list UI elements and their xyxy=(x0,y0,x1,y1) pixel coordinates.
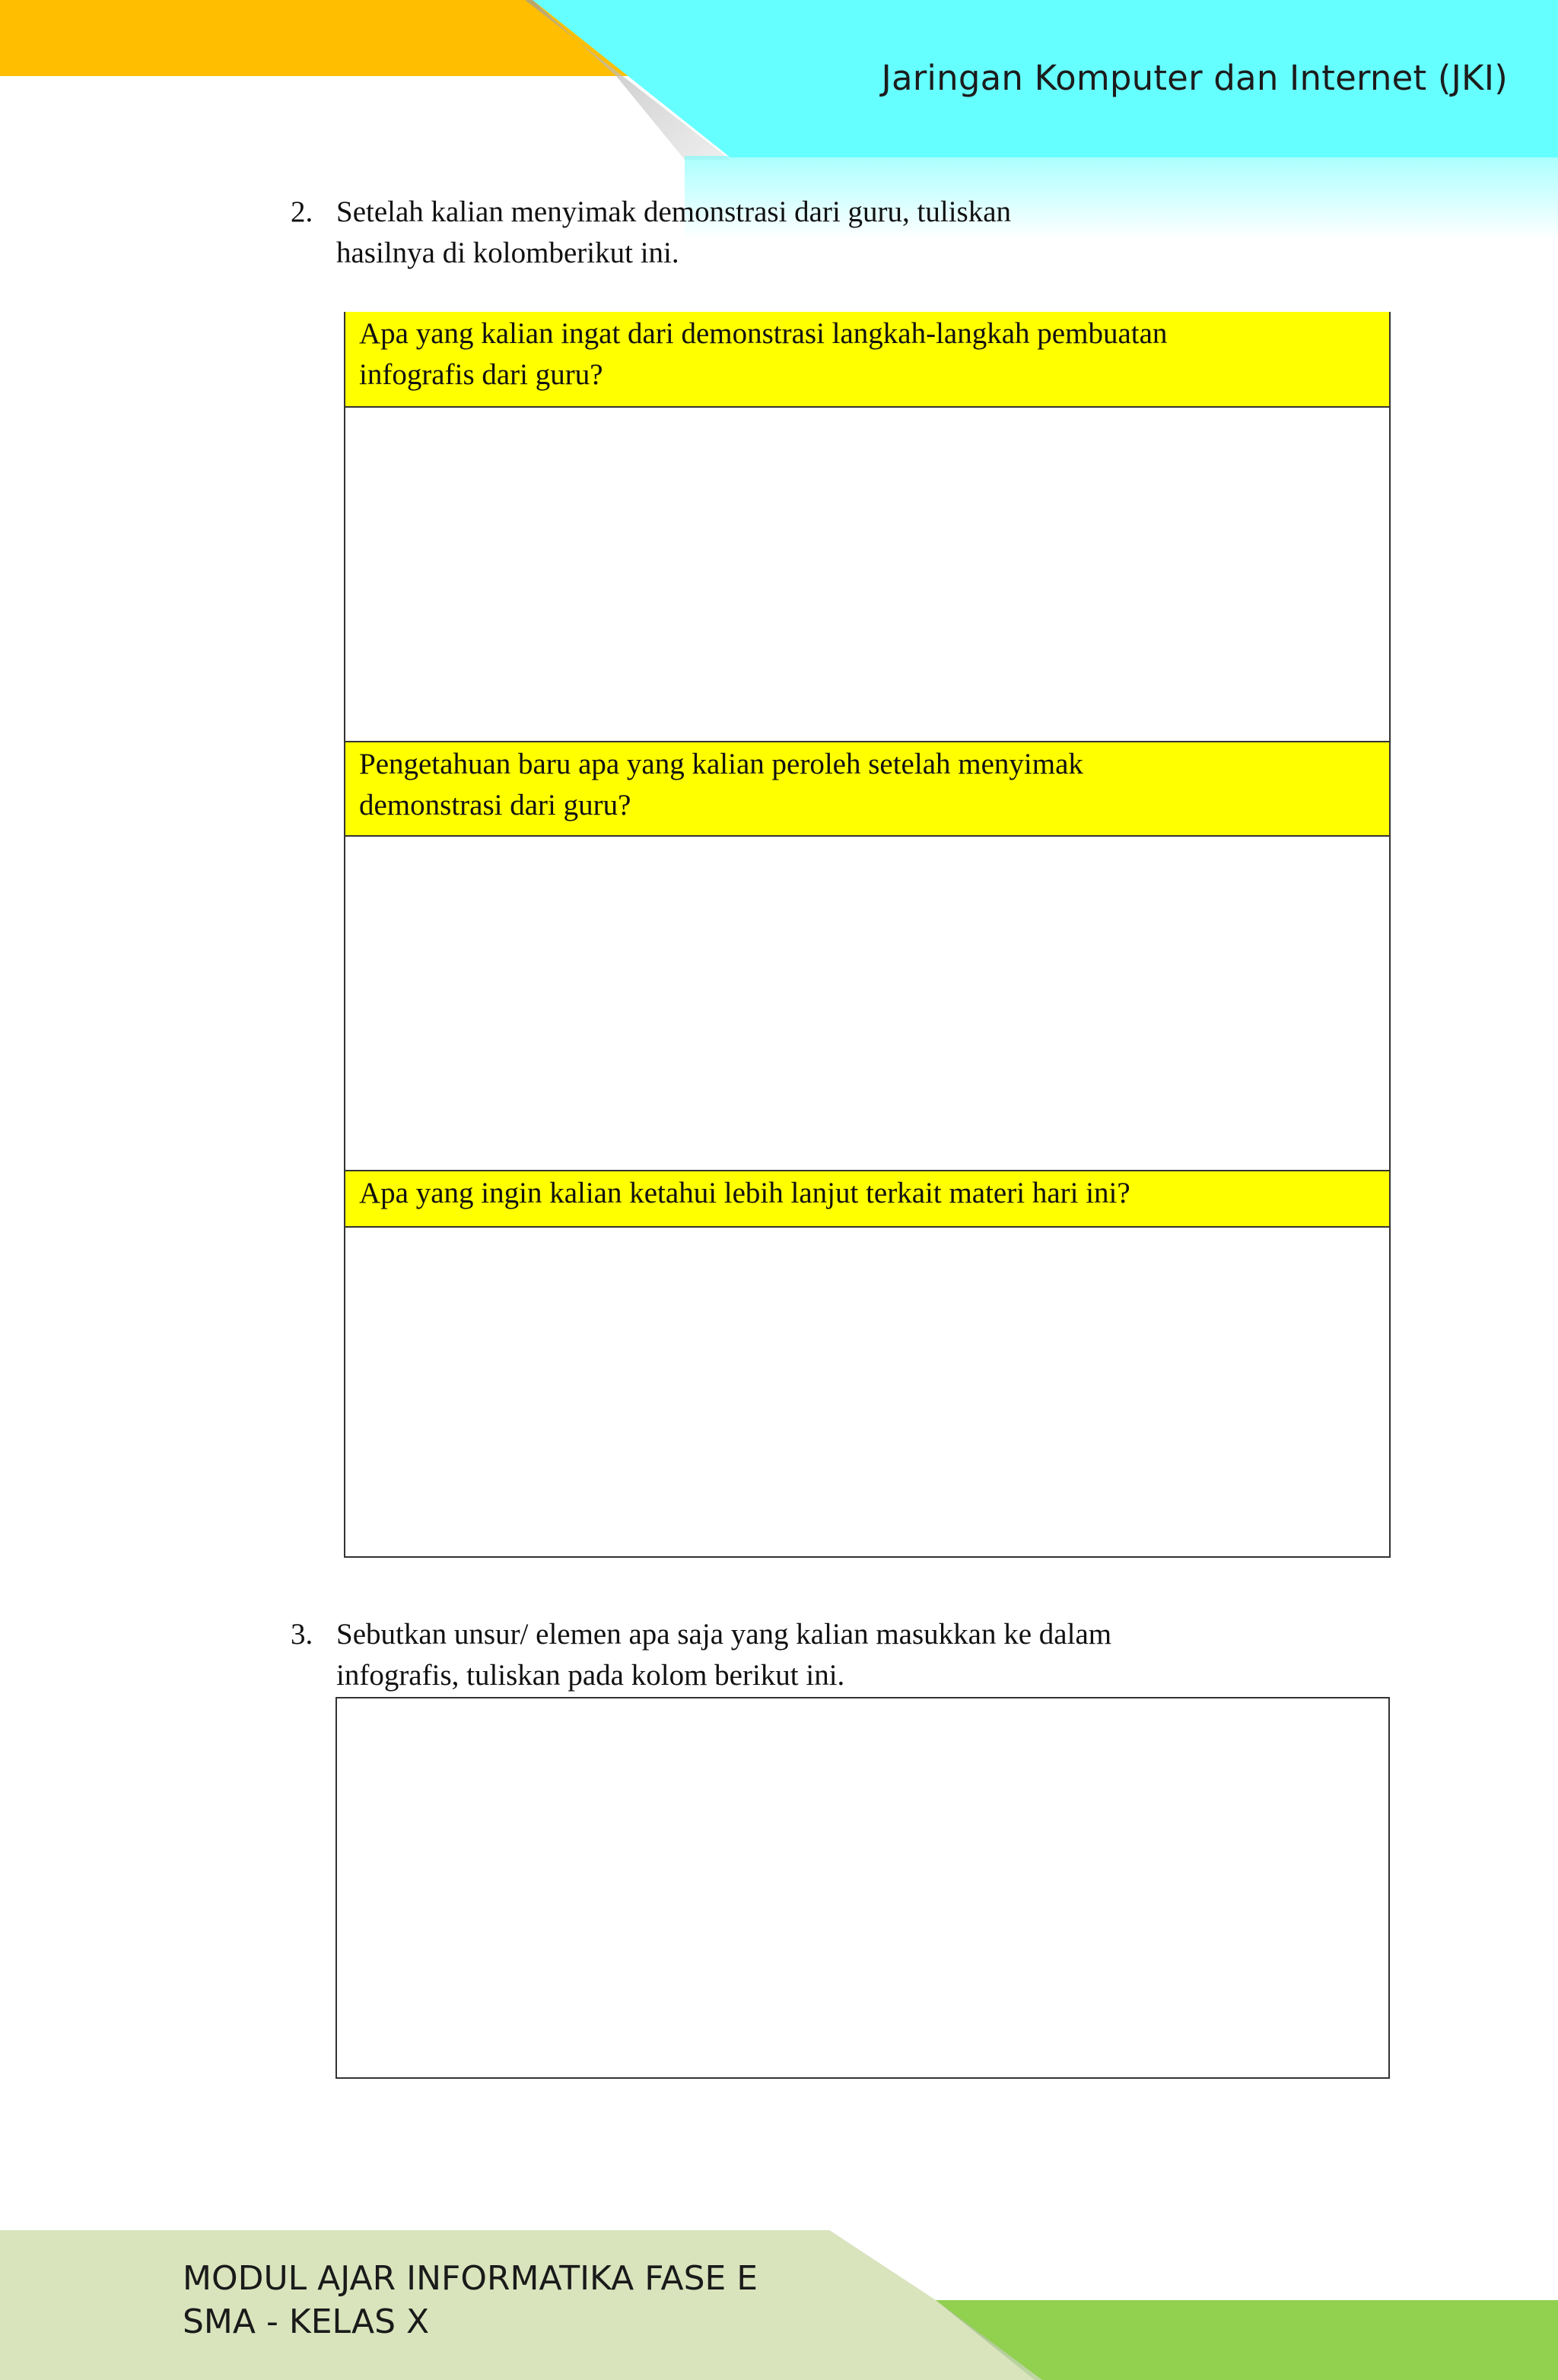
question-3-number: 3. xyxy=(291,1618,313,1651)
question-2-number: 2. xyxy=(291,195,313,228)
table-row-header-1 xyxy=(345,312,1389,408)
prompt-2-line-2: demonstrasi dari guru? xyxy=(359,789,631,821)
answer-box-1[interactable] xyxy=(345,408,1389,741)
prompt-3-line-1: Apa yang ingin kalian ketahui lebih lanjut terkait materi hari ini? xyxy=(359,1177,1130,1209)
header-title: Jaringan Komputer dan Internet (JKI) xyxy=(881,58,1508,98)
question-2-line-2: hasilnya di kolomberikut ini. xyxy=(336,237,679,269)
footer-panel xyxy=(0,2230,1035,2380)
answer-box-elements[interactable] xyxy=(335,1697,1390,2079)
answer-box-3[interactable] xyxy=(345,1228,1389,1556)
question-3-line-2: infografis, tuliskan pada kolom berikut ini. xyxy=(336,1659,845,1692)
footer-class-label: SMA - KELAS X xyxy=(183,2302,430,2341)
prompt-1-line-1: Apa yang kalian ingat dari demonstrasi langkah-langkah pembuatan xyxy=(359,317,1168,350)
question-2-line-1: Setelah kalian menyimak demonstrasi dari guru, tuliskan xyxy=(336,195,1012,228)
reflection-table xyxy=(344,312,1391,1558)
table-row-header-3 xyxy=(345,1170,1389,1228)
table-row-header-2 xyxy=(345,741,1389,837)
prompt-1-line-2: infografis dari guru? xyxy=(359,358,603,391)
answer-box-2[interactable] xyxy=(345,837,1389,1170)
footer-module-title: MODUL AJAR INFORMATIKA FASE E xyxy=(183,2259,758,2298)
prompt-2-line-1: Pengetahuan baru apa yang kalian peroleh setelah menyimak xyxy=(359,748,1083,780)
question-3-line-1: Sebutkan unsur/ elemen apa saja yang kalian masukkan ke dalam xyxy=(336,1618,1112,1651)
